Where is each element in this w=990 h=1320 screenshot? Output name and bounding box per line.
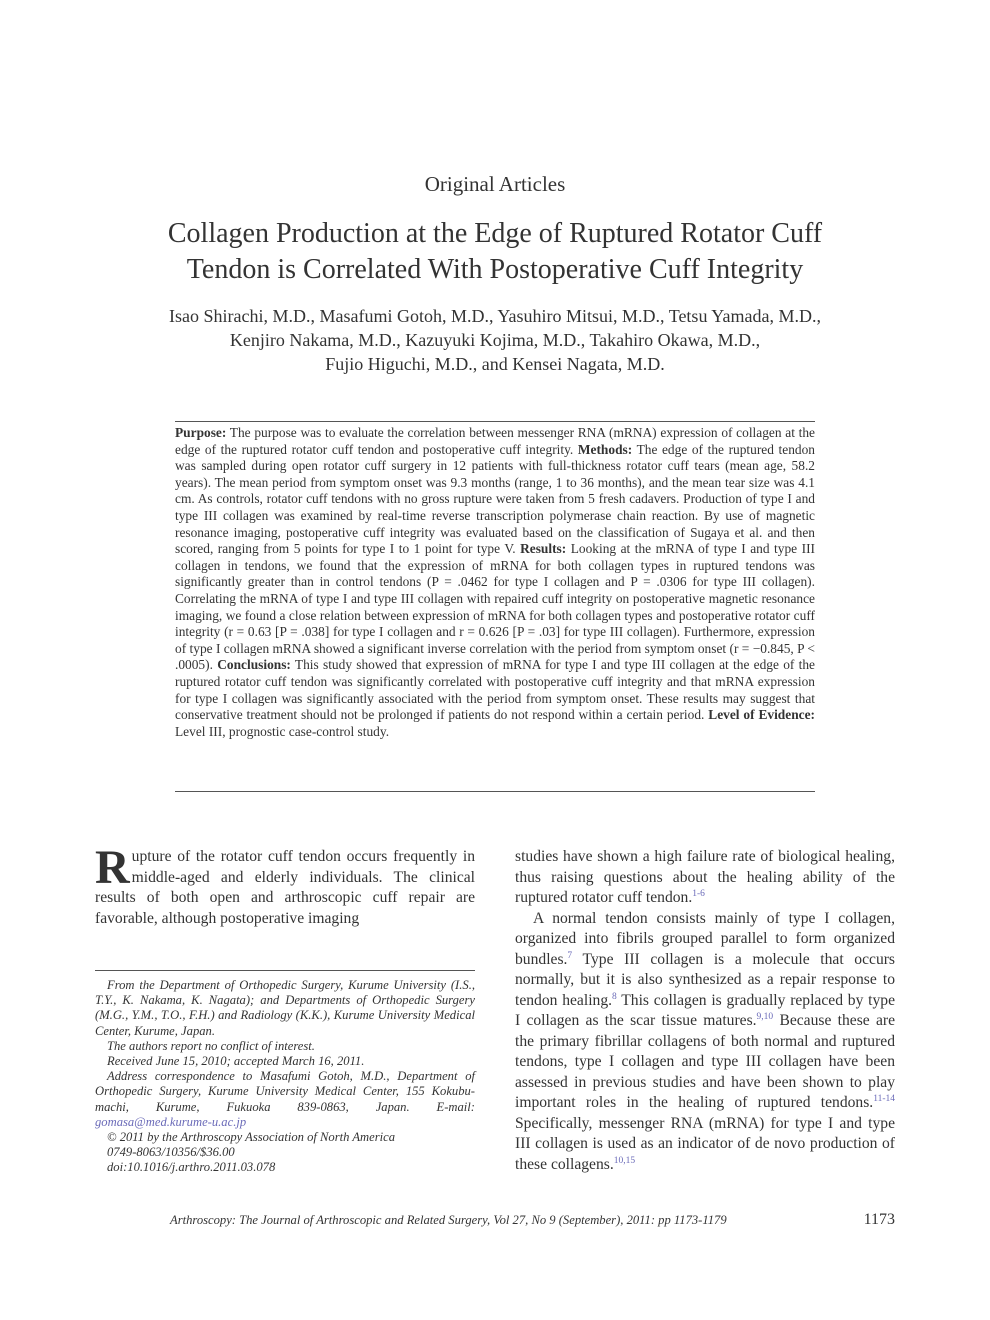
right-paragraph-1 xyxy=(515,847,895,909)
right-paragraph-2 xyxy=(515,909,895,1176)
page-number: 1173 xyxy=(863,1211,895,1228)
citation-link[interactable]: 10,15 xyxy=(613,1155,636,1166)
citation-link[interactable]: 1-6 xyxy=(692,889,705,899)
footnote-conflict: The authors report no conflict of interest. xyxy=(107,1038,315,1053)
citation-link[interactable]: 9,10 xyxy=(756,1012,774,1022)
section-label: Original Articles xyxy=(424,172,566,196)
methods-text: The edge of the ruptured tendon was sampled during open rotator cuff surgery in 12 patients with full-thickness rotator cuff tears (mean age, 58.2 years). The mean period from symptom onset was 9.3 months (range, 1 to 36 months), and the mean tear size was 4.1 cm. As controls, rotator cuff tendons with no gross rupture were taken from 5 fresh cadavers. Production of type I and type III collagen was examined by real-time reverse transcription polymerase chain reaction. By use of magnetic resonance imaging, postoperative cuff integrity was evaluated based on the classification of Sugaya et al. and then scored, ranging from 5 points for type I to 1 point for type V. xyxy=(175,441,815,557)
results-label: Results: xyxy=(520,541,567,557)
author-line-3: Fujio Higuchi, M.D., and Kensei Nagata, M.D. xyxy=(325,354,665,374)
abstract xyxy=(175,425,815,740)
right-p2-seg4: Because these are the primary fibrillar collagens of both normal and ruptured tendons, type I collagen and type III collagen have been assessed in previous studies and have been shown to play important roles in the healing of ruptured tendons. xyxy=(515,1012,895,1111)
footnote-received: Received June 15, 2010; accepted March 16, 2011. xyxy=(107,1054,365,1069)
footnote-correspondence xyxy=(95,1069,475,1130)
purpose-label: Purpose: xyxy=(175,425,227,440)
results-text: Looking at the mRNA of type I and type III collagen in tendons, we found that the expression of mRNA for both collagen types in ruptured tendons was significantly greater than in control tendons (P = .0462 for type I collagen and P = .0306 for type III collagen). Correlating the mRNA of type I and type III collagen with repaired cuff integrity on postoperative magnetic resonance imaging, we found a close relation between expression of mRNA for both collagen types and postoperative rotator cuff integrity (r = 0.63 [P = .038] for type I collagen and r = 0.626 [P = .03] for type III collagen). Furthermore, expression of type I collagen mRNA showed a significant inverse correlation with the period from symptom onset (r = −0.845, P < .0005). xyxy=(175,541,815,673)
correspondence-text: Address correspondence to Masafumi Gotoh, M.D., Department of Orthopedic Surgery, Kurume University Medical Center, 155 Kokubu-machi, Kurume, Fukuoka 839-0863, Japan. E-mail: xyxy=(95,1069,475,1114)
abstract-top-rule xyxy=(175,421,815,422)
conclusions-label: Conclusions: xyxy=(217,657,291,673)
body-right-column xyxy=(515,847,895,1175)
author-list xyxy=(95,304,895,376)
purpose-text: The purpose was to evaluate the correlation between messenger RNA (mRNA) expression of collagen at the edge of the ruptured rotator cuff tendon and postoperative cuff integrity. xyxy=(175,425,815,457)
methods-label: Methods: xyxy=(577,441,633,457)
footnote-copyright: © 2011 by the Arthroscopy Association of North America xyxy=(107,1130,396,1145)
body-left-column xyxy=(95,841,475,929)
abstract-bottom-rule xyxy=(175,791,815,792)
author-line-1: Isao Shirachi, M.D., Masafumi Gotoh, M.D., Yasuhiro Mitsui, M.D., Tetsu Yamada, M.D., xyxy=(169,306,821,326)
footnote-issn: 0749-8063/10356/$36.00 xyxy=(107,1145,235,1160)
citation-link[interactable]: 11-14 xyxy=(873,1094,895,1104)
drop-cap: R xyxy=(95,841,130,894)
right-p2-seg2: Type III collagen is a molecule that occurs normally, but it is also synthesized as a repair response to tendon healing. xyxy=(515,950,895,1009)
footnotes xyxy=(95,978,475,1176)
title-line-2: Tendon is Correlated With Postoperative Cuff Integrity xyxy=(186,254,804,285)
right-p2-seg1: A normal tendon consists mainly of type I collagen, organized into fibrils grouped parallel to form organized bundles. xyxy=(515,909,895,968)
evidence-label: Level of Evidence: xyxy=(708,707,815,723)
right-p2-seg3: This collagen is gradually replaced by type I collagen as the scar tissue matures. xyxy=(515,991,895,1029)
evidence-text: Level III, prognostic case-control study. xyxy=(175,723,390,739)
footnote-rule xyxy=(95,970,475,971)
conclusions-text: This study showed that expression of mRNA for type I and type III collagen at the edge of the ruptured rotator cuff tendon was significantly correlated with postoperative cuff integrity and that mRNA expression for type I collagen was significantly associated with the period from symptom onset. These results may suggest that conservative treatment should not be prolonged if patients do not respond within a certain period. xyxy=(175,657,815,723)
footnote-doi: doi:10.1016/j.arthro.2011.03.078 xyxy=(107,1160,276,1175)
article-title xyxy=(95,216,895,288)
intro-paragraph xyxy=(95,841,475,929)
footnote-affiliation: From the Department of Orthopedic Surgery, Kurume University (I.S., T.Y., K. Nakama, K. Nagata); and Departments of Orthopedic Surgery (M.G., Y.M., T.O., F.H.) and Radiology (K.K.), Kurume University Medical Center, Kurume, Japan. xyxy=(95,978,475,1038)
citation-link[interactable]: 7 xyxy=(567,950,573,961)
author-line-2: Kenjiro Nakama, M.D., Kazuyuki Kojima, M.D., Takahiro Okawa, M.D., xyxy=(229,330,761,350)
title-line-1: Collagen Production at the Edge of Ruptured Rotator Cuff xyxy=(167,218,823,249)
right-p2-seg5: Specifically, messenger RNA (mRNA) for type I and type III collagen is used as an indicator of de novo production of these collagens. xyxy=(515,1114,895,1173)
citation-link[interactable]: 8 xyxy=(612,991,617,1002)
intro-text: upture of the rotator cuff tendon occurs frequently in middle-aged and elderly individuals. The clinical results of both open and arthroscopic cuff repair are favorable, although postoperative imaging xyxy=(95,848,475,927)
email-link[interactable]: gomasa@med.kurume-u.ac.jp xyxy=(95,1114,247,1129)
journal-footer: Arthroscopy: The Journal of Arthroscopic and Related Surgery, Vol 27, No 9 (September), 2011: pp 1173-1179 xyxy=(170,1213,727,1227)
right-p1-text: studies have shown a high failure rate of biological healing, thus raising questions about the healing ability of the ruptured rotator cuff tendon. xyxy=(515,848,895,906)
